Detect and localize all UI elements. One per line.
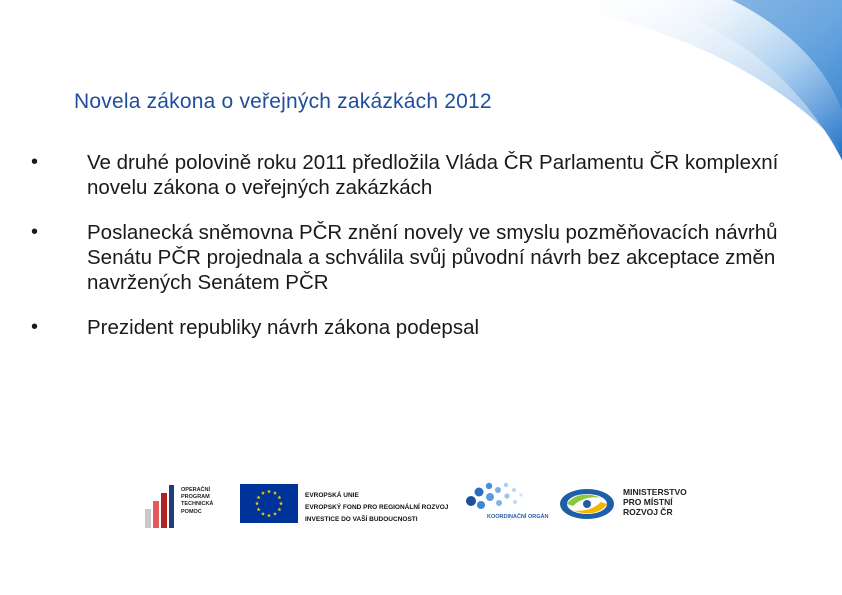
footer-logo-strip [145, 480, 705, 530]
bullet-marker: • [31, 316, 39, 338]
mmr-logo-text: MINISTERSTVO PRO MÍSTNÍ ROZVOJ ČR [623, 487, 687, 517]
eu-logo [240, 484, 450, 524]
op-technicka-pomoc-logo [145, 483, 235, 528]
op-bars-icon [145, 483, 175, 528]
bullet-list [30, 150, 810, 360]
eu-flag-icon [240, 484, 298, 523]
bullet-item [30, 150, 810, 200]
koordinacni-organ-logo [463, 481, 549, 526]
corner-swoosh-decoration [482, 0, 842, 160]
koordinacni-organ-label: KOORDINAČNÍ ORGÁN [487, 514, 549, 520]
mmr-emblem-icon [559, 486, 619, 522]
mmr-logo [559, 486, 699, 526]
bullet-text: Prezident republiky návrh zákona podepsal [87, 316, 480, 339]
bullet-text: Poslanecká sněmovna PČR znění novely ve smyslu pozměňovacích návrhů Senátu PČR projednala a schválila svůj původní návrh bez akceptace změn navržených Senátem PČR [87, 221, 778, 294]
slide-title: Novela zákona o veřejných zakázkách 2012 [74, 90, 492, 113]
bullet-marker: • [31, 221, 39, 243]
bullet-item [30, 220, 810, 295]
dots-cluster-icon [463, 481, 543, 515]
bullet-item [30, 315, 810, 340]
bullet-text: Ve druhé polovině roku 2011 předložila Vláda ČR Parlamentu ČR komplexní novelu zákona o veřejných zakázkách [87, 151, 779, 199]
bullet-marker: • [31, 151, 39, 173]
op-logo-text: OPERAČNÍ PROGRAM TECHNICKÁ POMOC [181, 487, 214, 515]
eu-logo-text: EVROPSKÁ UNIE EVROPSKÝ FOND PRO REGIONÁLNÍ ROZVOJ INVESTICE DO VAŠÍ BUDOUCNOSTI [305, 492, 449, 523]
